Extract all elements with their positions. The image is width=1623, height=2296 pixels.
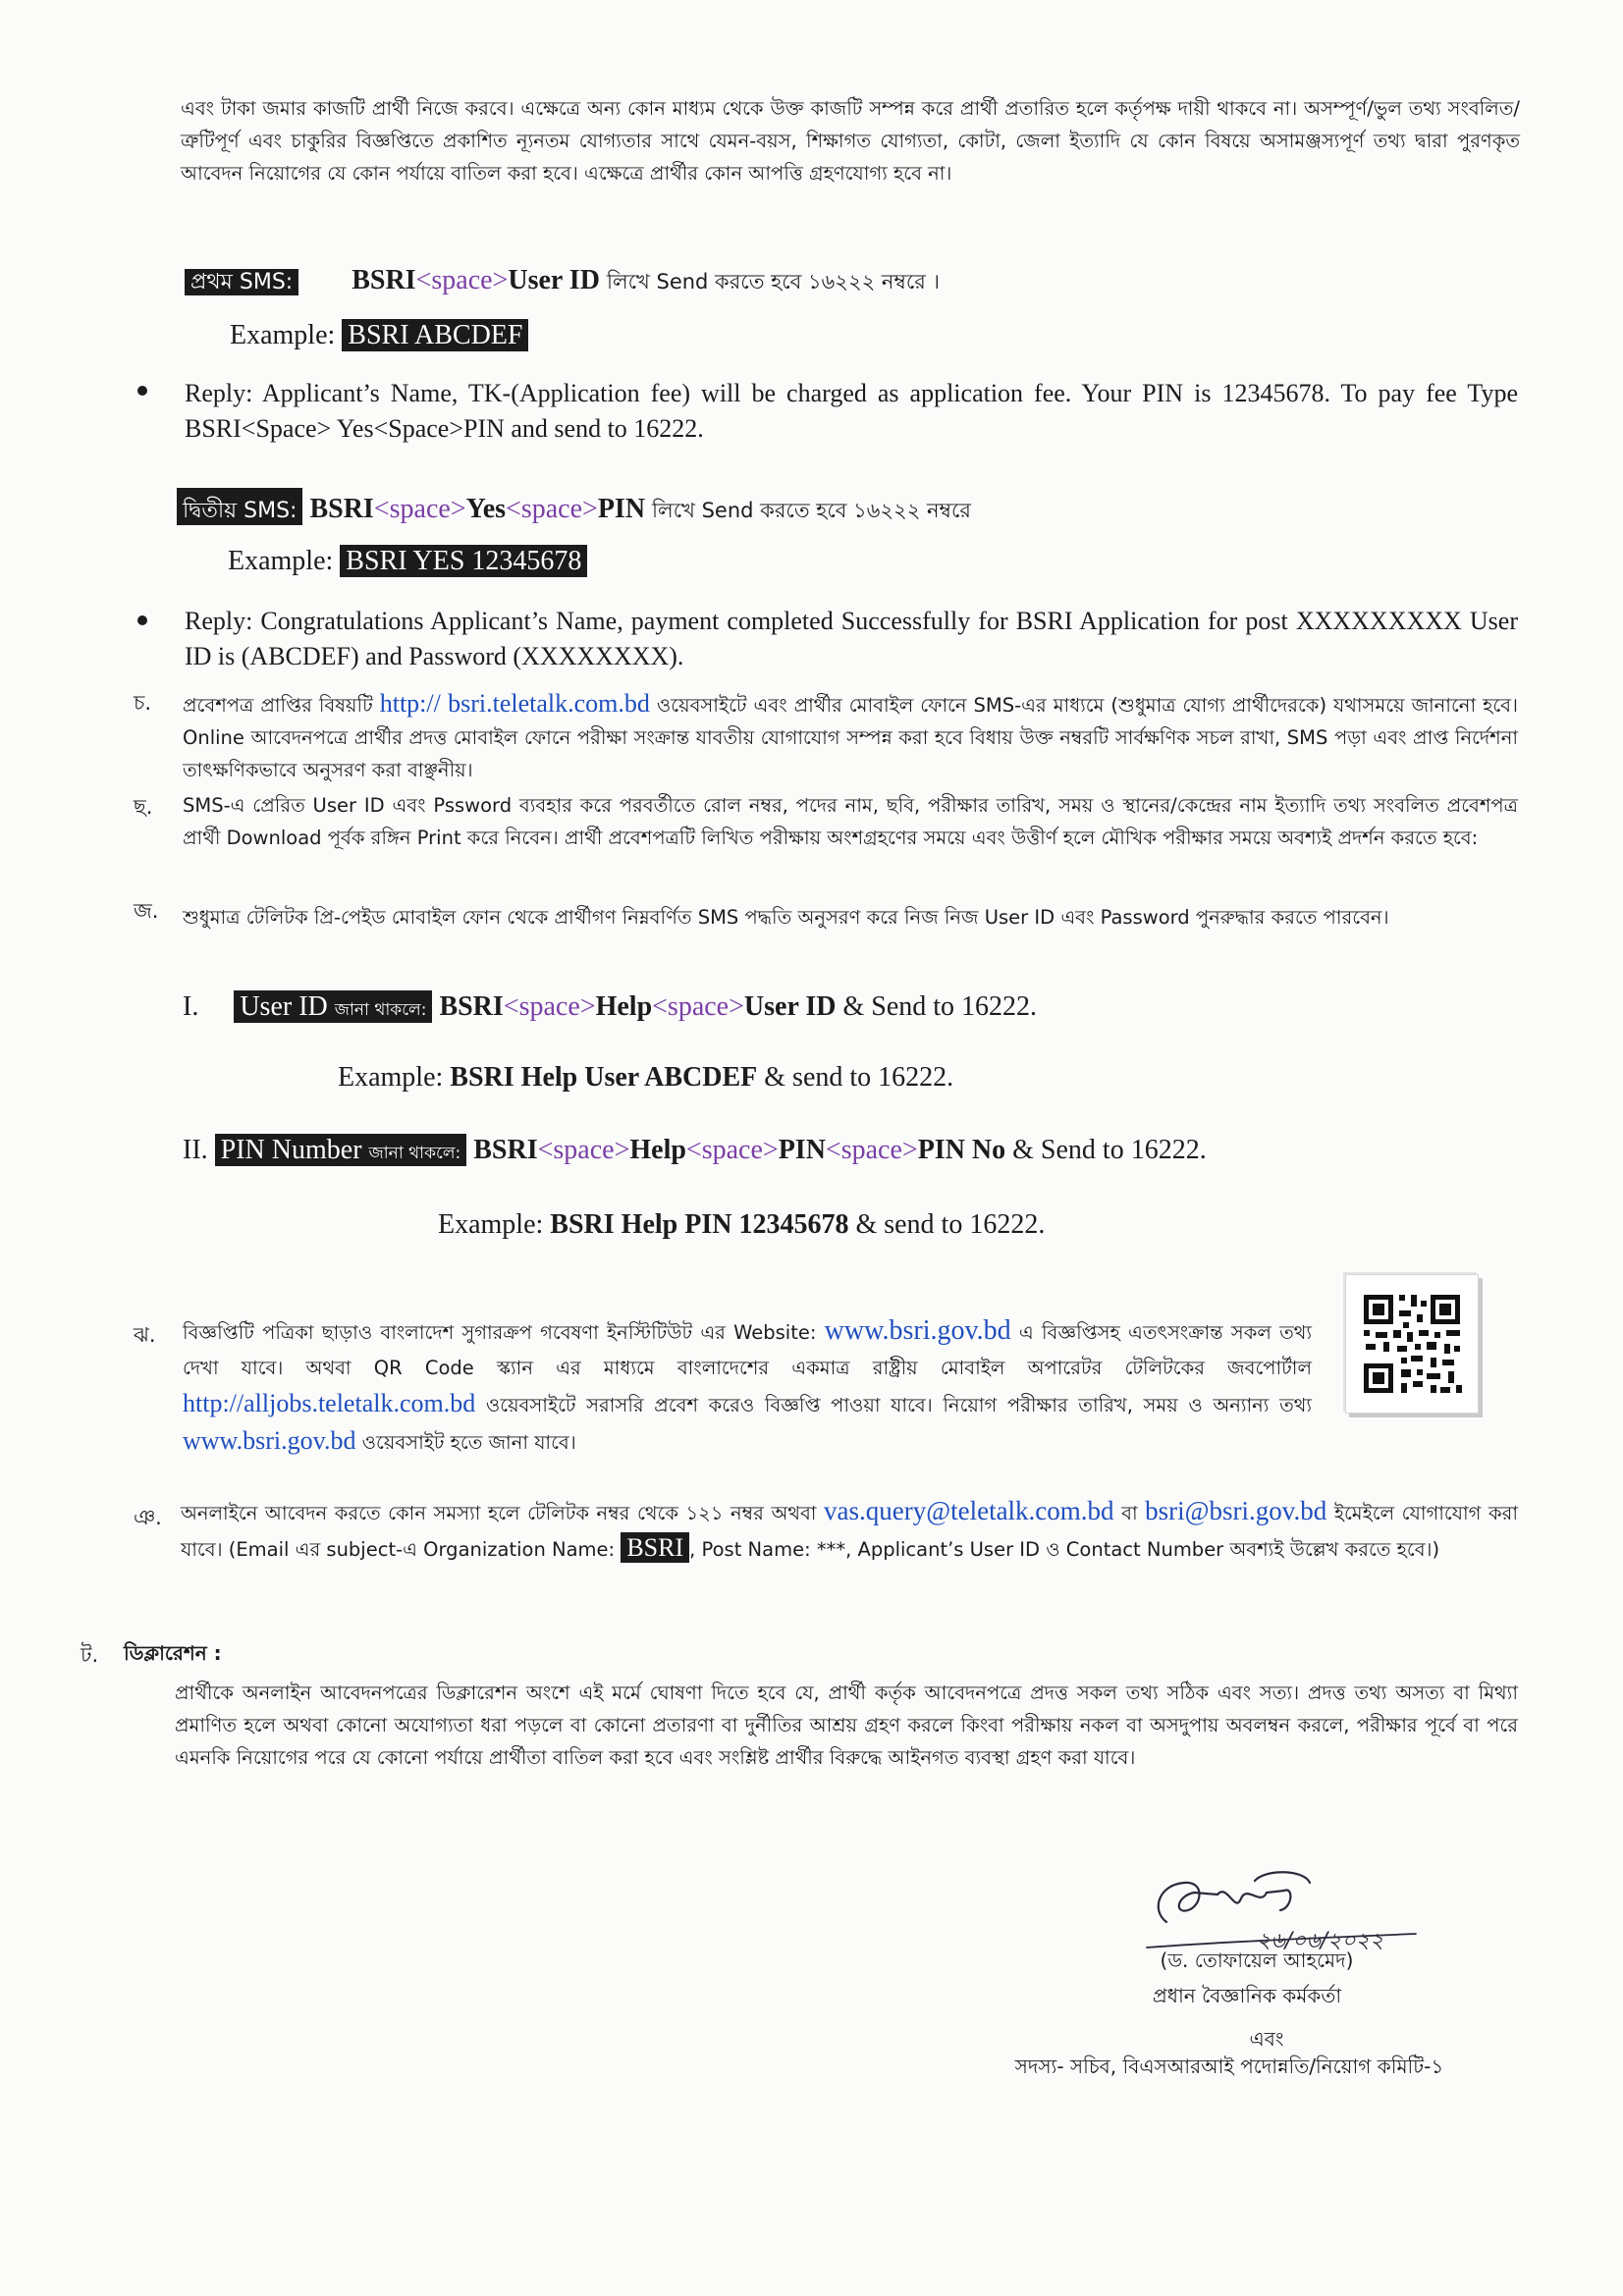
qr-code-icon: [1346, 1275, 1478, 1413]
item-jha-text-1: বিজ্ঞপ্তিটি পত্রিকা ছাড়াও বাংলাদেশ সুগারক্রপ গবেষণা ইনস্টিটিউট এর Website:: [183, 1321, 817, 1344]
signatory-name: (ড. তোফায়েল আহমেদ): [1160, 1949, 1354, 1972]
declaration-marker: ট.: [81, 1643, 99, 1667]
signatory-designation: প্রধান বৈজ্ঞানিক কর্মকর্তা: [1152, 1984, 1342, 2007]
signatory-role: সদস্য- সচিব, বিএসআরআই পদোন্নতি/নিয়োগ কমিটি-১: [1014, 2055, 1444, 2078]
item-cha-marker: চ.: [134, 691, 152, 715]
item-cha-text-2: ওয়েবসাইটে এবং প্রার্থীর মোবাইল ফোনে SMS-এর মাধ্যমে (শুধুমাত্র যোগ্য প্রার্থীদেরকে) যথাসময়ে জানানো হবে। Online আবেদনপত্রে প্রার্থীর প্রদত্ত মোবাইল ফোনে পরীক্ষা সংক্রান্ত যাবতীয় যোগাযোগ সম্পন্ন করা হবে বিধায় উক্ত নম্বরটি সার্বক্ষণিক সচল রাখা, SMS পড়া এবং প্রাপ্ত নির্দেশনা তাৎক্ষণিকভাবে অনুসরণ করা বাঞ্ছনীয়।: [183, 694, 1518, 781]
recover2-label-bn: জানা থাকলে:: [368, 1144, 461, 1163]
item-jha-text-2: এ বিজ্ঞপ্তিসহ এতৎসংক্রান্ত সকল তথ্য দেখা যাবে। অথবা QR Code স্ক্যান এর মাধ্যমে বাংলাদেশের একমাত্র রাষ্ট্রীয় মোবাইল অপারেটর টেলিটকের জবপোর্টাল: [183, 1321, 1313, 1379]
item-cha-text: [183, 687, 1518, 786]
vas-query-email-link[interactable]: vas.query@teletalk.com.bd: [824, 1496, 1114, 1525]
sms1-example-value: BSRI ABCDEF: [342, 319, 528, 351]
item-ja-marker: জ.: [134, 899, 159, 923]
sms2-field: PIN: [597, 494, 646, 524]
recover1-field: User ID: [743, 991, 837, 1022]
sms1-label: প্রথম SMS:: [185, 269, 298, 295]
sms2-code: BSRI: [309, 494, 374, 524]
declaration-heading: ডিক্লারেশন :: [124, 1641, 222, 1665]
recover-pin-line: [183, 1135, 1207, 1168]
recover1-example-value: BSRI Help User ABCDEF: [450, 1062, 758, 1093]
sms1-space: <space>: [415, 265, 509, 295]
item-nya-text-3: ইমেইলে যোগাযোগ করা যাবে। (Email এর subject-এ Organization Name:: [181, 1502, 1518, 1561]
recover2-tail: & Send to 16222.: [1012, 1135, 1207, 1165]
recover1-space-1: <space>: [503, 991, 596, 1022]
bullet-dot: [137, 386, 147, 396]
item-nya-text-1: অনলাইনে আবেদন করতে কোন সমস্যা হলে টেলিটক নম্বর থেকে ১২১ নম্বর অথবা: [181, 1502, 817, 1524]
sms2-example: [228, 546, 587, 577]
sms2-label: দ্বিতীয় SMS:: [183, 499, 298, 523]
sms1-field: User ID: [508, 265, 600, 295]
bsri-website-link[interactable]: www.bsri.gov.bd: [824, 1315, 1011, 1346]
recover1-tail: & Send to 16222.: [842, 991, 1038, 1022]
signature-and: এবং: [1249, 2027, 1284, 2051]
item-ja-text: শুধুমাত্র টেলিটক প্রি-পেইড মোবাইল ফোন থেকে প্রার্থীগণ নিম্নবর্ণিত SMS পদ্ধতি অনুসরণ করে নিজ নিজ User ID এবং Password পুনরুদ্ধার করতে পারবেন।: [183, 906, 1389, 929]
item-jha-marker: ঝ.: [134, 1323, 156, 1347]
bsri-email-link[interactable]: bsri@bsri.gov.bd: [1145, 1496, 1327, 1525]
sms2-example-label: Example:: [228, 546, 334, 576]
recover2-space-3: <space>: [825, 1135, 918, 1165]
sms1-example-label: Example:: [230, 320, 336, 350]
item-jha-text-3: ওয়েবসাইটে সরাসরি প্রবেশ করেও বিজ্ঞপ্তি পাওয়া যাবে। নিয়োগ পরীক্ষার তারিখ, সময় ও অন্যান্য তথ্য: [485, 1394, 1313, 1416]
sms1-line: [185, 265, 940, 301]
recover2-field: PIN No: [917, 1135, 1006, 1165]
recover1-label-bn: জানা থাকলে:: [334, 1000, 427, 1020]
sms2-yes: Yes: [465, 494, 507, 524]
recover2-space-2: <space>: [685, 1135, 779, 1165]
item-jha-text: [183, 1313, 1312, 1461]
intro-paragraph: এবং টাকা জমার কাজটি প্রার্থী নিজে করবে। এক্ষেত্রে অন্য কোন মাধ্যম থেকে উক্ত কাজটি সম্পন্ন করে প্রার্থী প্রতারিত হলে কর্তৃপক্ষ দায়ী থাকবে না। অসম্পূর্ণ/ভুল তথ্য সংবলিত/ত্রুটিপূর্ণ এবং চাকুরির বিজ্ঞপ্তিতে প্রকাশিত ন্যূনতম যোগ্যতার সাথে যেমন-বয়স, শিক্ষাগত যোগ্যতা, কোটা, জেলা ইত্যাদি যে কোন বিষয়ে অসামঞ্জস্যপূর্ণ তথ্য দ্বারা পুরণকৃত আবেদন নিয়োগের যে কোন পর্যায়ে বাতিল করা হবে। এক্ষেত্রে প্রার্থীর কোন আপত্তি গ্রহণযোগ্য হবে না।: [181, 97, 1520, 185]
org-name-badge: BSRI: [621, 1532, 689, 1563]
admit-card-link[interactable]: http:// bsri.teletalk.com.bd: [379, 689, 650, 718]
recover1-label-en: User ID: [240, 991, 328, 1022]
recover1-space-2: <space>: [652, 991, 744, 1022]
recover2-example-label: Example:: [438, 1209, 544, 1240]
item-jha-text-4: ওয়েবসাইট হতে জানা যাবে।: [361, 1431, 576, 1454]
recover2-example: [438, 1209, 1045, 1241]
sms2-space-1: <space>: [373, 494, 466, 524]
item-nya-marker: ঞ.: [134, 1506, 162, 1529]
sms1-example: [230, 320, 528, 351]
recover1-code: BSRI: [439, 991, 504, 1022]
qr-code[interactable]: [1345, 1274, 1479, 1414]
recover1-num: I.: [183, 991, 199, 1022]
item-chha-text: SMS-এ প্রেরিত User ID এবং Pssword ব্যবহার করে পরবর্তীতে রোল নম্বর, পদের নাম, ছবি, পরীক্ষার তারিখ, সময় ও স্থানের/কেন্দ্রের নাম ইত্যাদি তথ্য সংবলিত প্রবেশপত্র প্রার্থী Download পূর্বক রঙ্গিন Print করে নিবেন। প্রার্থী প্রবেশপত্রটি লিখিত পরীক্ষায় অংশগ্রহণের সময়ে এবং উত্তীর্ণ হলে মৌখিক পরীক্ষার সময়ে অবশ্যই প্রদর্শন করতে হবে:: [183, 794, 1518, 849]
recover2-pin: PIN: [778, 1135, 826, 1165]
recover2-num: II.: [183, 1135, 208, 1165]
recover2-example-tail: & send to 16222.: [855, 1209, 1046, 1240]
alljobs-link[interactable]: http://alljobs.teletalk.com.bd: [183, 1389, 476, 1417]
sms2-example-value: BSRI YES 12345678: [340, 545, 587, 577]
sms2-reply: Reply: Congratulations Applicant’s Name, payment completed Successfully for BSRI Application for post XXXXXXXXX User ID is (ABCDEF) and Password (XXXXXXXX).: [185, 607, 1518, 670]
recover1-help: Help: [595, 991, 653, 1022]
declaration-text: প্রার্থীকে অনলাইন আবেদনপত্রের ডিক্লারেশন অংশে এই মর্মে ঘোষণা দিতে হবে যে, প্রার্থী কর্তৃক আবেদনপত্রে প্রদত্ত সকল তথ্য সঠিক এবং সত্য। প্রদত্ত তথ্য অসত্য বা মিথ্যা প্রমাণিত হলে অথবা কোনো অযোগ্যতা ধরা পড়লে বা কোনো প্রতারণা বা দুর্নীতির আশ্রয় গ্রহণ করলে কিংবা পরীক্ষায় নকল বা অসদুপায় অবলম্বন করলে, পরীক্ষার পূর্বে বা পরে এমনকি নিয়োগের পরে যে কোনো পর্যায়ে প্রার্থীতা বাতিল করা হবে এবং সংশ্লিষ্ট প্রার্থীর বিরুদ্ধে আইনগত ব্যবস্থা গ্রহণ করা যাবে।: [175, 1682, 1518, 1769]
sms1-reply: Reply: Applicant’s Name, TK-(Application fee) will be charged as application fee. Your PIN is 12345678. To pay fee Type BSRI<Space> Yes<Space>PIN and send to 16222.: [185, 379, 1518, 443]
sms1-code: BSRI: [352, 265, 416, 295]
recover2-label-en: PIN Number: [220, 1135, 362, 1165]
recover2-example-value: BSRI Help PIN 12345678: [550, 1209, 849, 1240]
sms1-tail: লিখে Send করতে হবে ১৬২২২ নম্বরে ।: [606, 270, 941, 294]
bullet-dot: [137, 615, 147, 625]
item-nya-text-2: বা: [1121, 1502, 1138, 1524]
item-cha-text-1: প্রবেশপত্র প্রাপ্তির বিষয়টি: [183, 694, 373, 717]
sms2-space-2: <space>: [506, 494, 598, 524]
recover2-space-1: <space>: [537, 1135, 630, 1165]
recover-user-id-line: [183, 991, 1037, 1025]
recover2-code: BSRI: [473, 1135, 538, 1165]
recover1-example-tail: & send to 16222.: [764, 1062, 954, 1093]
sms2-tail: লিখে Send করতে হবে ১৬২২২ নম্বরে: [652, 499, 971, 522]
bsri-website-link-2[interactable]: www.bsri.gov.bd: [183, 1426, 356, 1455]
recover1-example-label: Example:: [338, 1062, 444, 1093]
recover1-example: [338, 1062, 953, 1094]
item-chha-marker: ছ.: [134, 795, 153, 819]
sms2-line: [177, 489, 971, 530]
item-nya-text-4: , Post Name: ***, Applicant’s User ID ও Contact Number অবশ্যই উল্লেখ করতে হবে।): [689, 1538, 1440, 1561]
recover2-help: Help: [629, 1135, 686, 1165]
signature-date: ২৬/০৬/২০২২: [1257, 1929, 1384, 1953]
item-nya-text: [181, 1494, 1518, 1567]
